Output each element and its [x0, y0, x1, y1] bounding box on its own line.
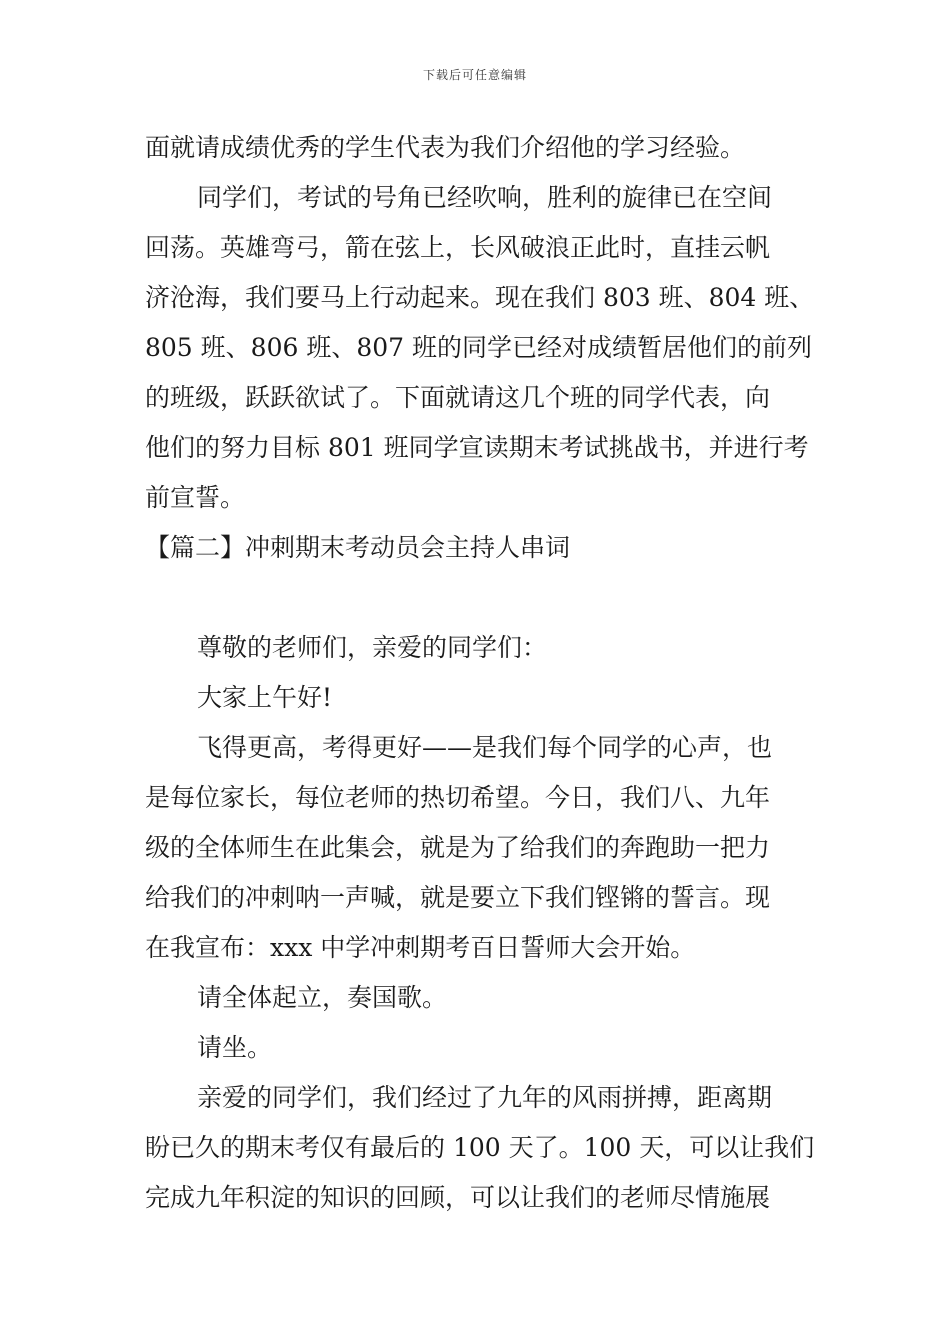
text-line: 大家上午好!: [197, 683, 333, 712]
text-line: 在我宣布：xxx 中学冲刺期考百日誓师大会开始。: [145, 933, 696, 962]
text-line: 尊敬的老师们，亲爱的同学们：: [197, 633, 548, 662]
text-line: 亲爱的同学们，我们经过了九年的风雨拼搏，距离期: [197, 1083, 773, 1112]
text-line: 请全体起立，奏国歌。: [197, 983, 448, 1012]
text-line: 同学们，考试的号角已经吹响，胜利的旋律已在空间: [197, 183, 773, 212]
text-line: 回荡。英雄弯弓，箭在弦上，长风破浪正此时，直挂云帆: [145, 233, 771, 262]
header-note: 下载后可任意编辑: [422, 68, 527, 82]
text-line: 请坐。: [197, 1033, 273, 1062]
text-line: 805 班、806 班、807 班的同学已经对成绩暂居他们的前列: [145, 333, 812, 362]
text-line: 他们的努力目标 801 班同学宣读期末考试挑战书，并进行考: [145, 433, 809, 462]
text-line: 前宣誓。: [145, 483, 246, 512]
text-line: 是每位家长，每位老师的热切希望。今日，我们八、九年: [145, 783, 771, 812]
text-line: 完成九年积淀的知识的回顾，可以让我们的老师尽情施展: [145, 1183, 771, 1212]
section-heading: 【篇二】冲刺期末考动员会主持人串词: [145, 533, 571, 562]
text-line: 级的全体师生在此集会，就是为了给我们的奔跑助一把力: [145, 833, 771, 862]
text-line: 济沧海，我们要马上行动起来。现在我们 803 班、804 班、: [145, 283, 815, 312]
text-line: 给我们的冲刺呐一声喊，就是要立下我们铿锵的誓言。现: [145, 883, 771, 912]
text-line: 飞得更高，考得更好——是我们每个同学的心声，也: [197, 733, 773, 762]
text-line: 的班级，跃跃欲试了。下面就请这几个班的同学代表，向: [145, 383, 771, 412]
text-line: 盼已久的期末考仅有最后的 100 天了。100 天，可以让我们: [145, 1133, 815, 1162]
text-line: 面就请成绩优秀的学生代表为我们介绍他的学习经验。: [145, 133, 746, 162]
